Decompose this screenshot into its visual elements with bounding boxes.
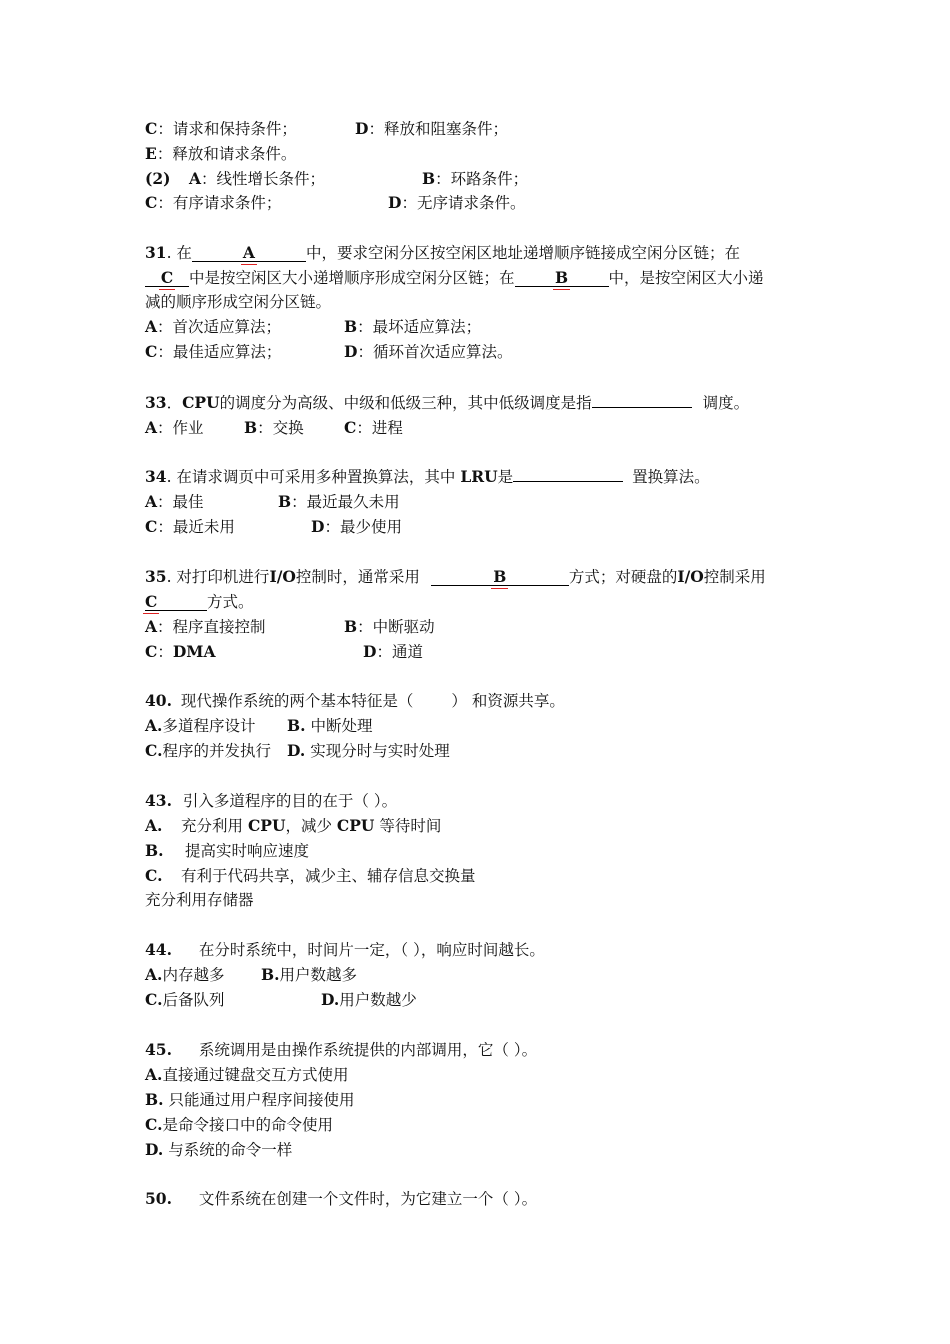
q29-line-4: C：有序请求条件； D：无序请求条件。 <box>145 193 526 212</box>
q31-line-3: 减的顺序形成空闲分区链。 <box>145 293 332 311</box>
q33-line: 33．CPU的调度分为高级、中级和低级三种，其中低级调度是指 调度。 <box>145 393 750 412</box>
q34-blank <box>513 481 623 482</box>
q31-options-2: C：最佳适应算法； D：循环首次适应算法。 <box>145 342 513 361</box>
q50-line: 50. 文件系统在创建一个文件时，为它建立一个（ ）。 <box>145 1189 538 1208</box>
q45-option-a: A.直接通过键盘交互方式使用 <box>145 1065 349 1084</box>
q33-options: A：作业 B：交换 C：进程 <box>145 418 403 437</box>
q35-line-2: C 方式。 <box>145 592 254 611</box>
q40-options-1: A.多道程序设计 B. 中断处理 <box>145 716 373 735</box>
q43-option-a: A. 充分利用 CPU，减少 CPU 等待时间 <box>145 816 442 835</box>
q29-line-3: (2) A：线性增长条件； B：环路条件； <box>145 169 529 188</box>
q45-line: 45. 系统调用是由操作系统提供的内部调用，它（ ）。 <box>145 1040 538 1059</box>
q31-blank-1: A <box>192 245 306 262</box>
q43-line: 43. 引入多道程序的目的在于（ ）。 <box>145 791 398 810</box>
q29-line-1: C：请求和保持条件； D：释放和阻塞条件； <box>145 119 508 138</box>
q34-line: 34. 在请求调页中可采用多种置换算法，其中 LRU是 置换算法。 <box>145 467 710 486</box>
q40-line: 40. 现代操作系统的两个基本特征是（ ） 和资源共享。 <box>145 691 565 710</box>
q31-options-1: A：首次适应算法； B：最坏适应算法； <box>145 317 482 336</box>
q44-options-1: A.内存越多 B.用户数越多 <box>145 965 358 984</box>
q34-options-1: A：最佳 B：最近最久未用 <box>145 492 400 511</box>
q35-options-2: C：DMA D：通道 <box>145 642 423 661</box>
q45-option-c: C.是命令接口中的命令使用 <box>145 1115 333 1134</box>
q44-options-2: C.后备队列 D.用户数越少 <box>145 990 417 1009</box>
q45-option-b: B. 只能通过用户程序间接使用 <box>145 1090 355 1109</box>
q35-blank-1: B <box>431 569 569 586</box>
q40-options-2: C.程序的并发执行 D. 实现分时与实时处理 <box>145 741 450 760</box>
q35-blank-2: C <box>145 594 207 611</box>
q43-option-b: B. 提高实时响应速度 <box>145 841 310 860</box>
q35-line-1: 35. 对打印机进行I/O控制时，通常采用 B 方式；对硬盘的I/O控制采用 <box>145 567 766 586</box>
q31-line-1: 31. 在 A 中，要求空闲分区按空闲区地址递增顺序链接成空闲分区链；在 <box>145 243 740 262</box>
q44-line: 44. 在分时系统中，时间片一定，（ ），响应时间越长。 <box>145 940 545 959</box>
q31-line-2: C 中是按空闲区大小递增顺序形成空闲分区链；在 B 中，是按空闲区大小递 <box>145 268 764 288</box>
q45-option-d: D. 与系统的命令一样 <box>145 1140 293 1159</box>
q31-blank-2: C <box>145 270 189 287</box>
q29-line-2: E：释放和请求条件。 <box>145 144 297 163</box>
q43-option-d: 充分利用存储器 <box>145 891 254 909</box>
q34-options-2: C：最近未用 D：最少使用 <box>145 517 402 536</box>
q35-options-1: A：程序直接控制 B：中断驱动 <box>145 617 435 636</box>
q31-blank-3: B <box>515 270 609 287</box>
q33-blank <box>592 407 692 408</box>
q43-option-c: C. 有利于代码共享，减少主、辅存信息交换量 <box>145 866 476 885</box>
